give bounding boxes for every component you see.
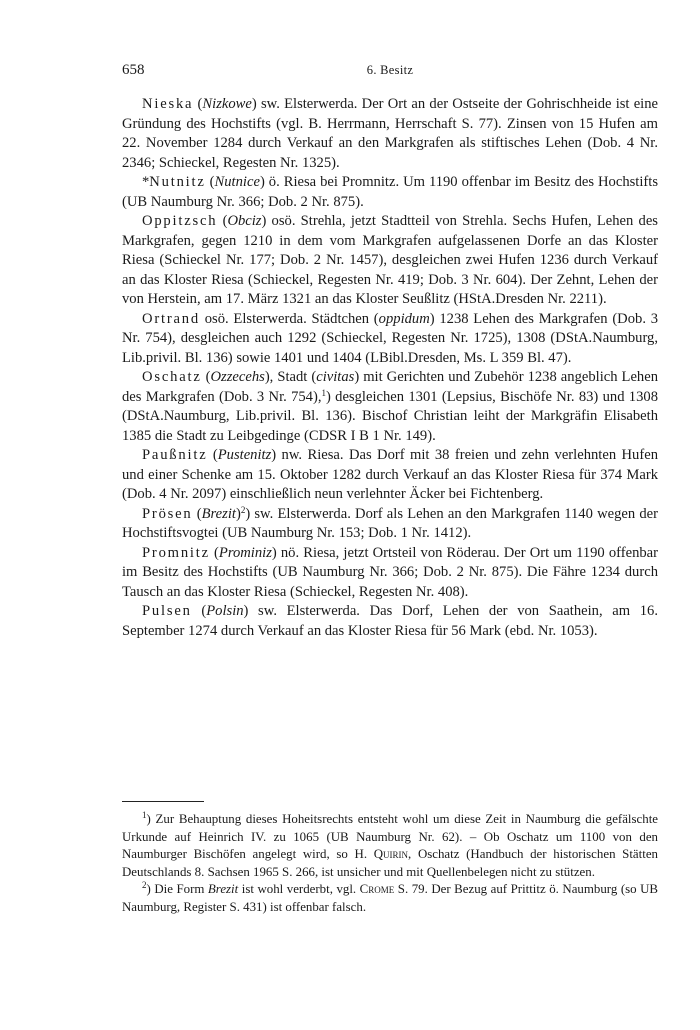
place-name: Pulsen	[142, 603, 192, 619]
text-segment: (	[217, 213, 228, 229]
place-name: Nieska	[142, 96, 194, 112]
text-segment: (	[209, 544, 219, 561]
place-name: Promnitz	[142, 544, 210, 561]
footnote: $^2$) Die Form Brezit ist wohl verderbt, vgl. Crome S. 79. Der Bezug auf Prittitz ö. Naumburg (so UB Naumburg, Register S. 431) ist offenbar falsch.	[122, 880, 658, 914]
text-segment: osö. Elsterwerda. Städtchen (	[200, 310, 379, 327]
italic-text: Polsin	[206, 603, 244, 619]
italic-text: oppidum	[378, 310, 430, 327]
page-number: 658	[122, 62, 145, 78]
text-segment: (	[191, 603, 207, 619]
place-entry	[122, 95, 658, 173]
italic-text: Obciz	[227, 213, 262, 229]
italic-text: Ozzecehs	[210, 369, 265, 385]
running-head: 6. Besitz	[366, 63, 414, 77]
author-name: Crome	[359, 882, 395, 897]
text-segment: )	[235, 505, 241, 522]
text-segment: ) nö. Riesa, jetzt Ortsteil von Röderau. Der Ort um 1190 offenbar im Besitz des Hochstifts (UB Naumburg Nr. 366; Dob. 2 Nr. 875). Die Fähre 1234 durch Tausch an das Kloster Riesa (Schieckel, Regesten Nr. 408).	[122, 544, 658, 600]
text-segment: Die Form	[150, 882, 208, 897]
footnote-reference: 2	[240, 504, 246, 515]
footnote-reference: 1	[321, 387, 326, 398]
footnote: $^1$) Zur Behauptung dieses Hoheitsrechts entsteht wohl um diese Zeit in Naumburg die gefälschte Urkunde auf Heinrich IV. zu 1065 (UB Naumburg Nr. 62). – Ob Oschatz um 1100 von den Naumburger Bischöfen angelegt wird, so H. Quirin, Oschatz (Handbuch der historischen Stätten Deutschlands 8. Sachsen 1965 S. 266, ist unsicher und mit Quellenbelegen nicht zu stützen.	[122, 810, 658, 879]
page-header	[122, 62, 658, 82]
place-entry	[122, 505, 658, 544]
text-segment: ) sw. Elsterwerda. Dorf als Lehen an den Markgrafen 1140 wegen der Hochstiftsvogtei (UB Naumburg Nr. 153; Dob. 1 Nr. 1412).	[122, 505, 659, 541]
text-segment: ist wohl verderbt, vgl.	[238, 882, 360, 897]
place-entry	[122, 544, 658, 603]
italic-text: Brezit	[201, 505, 236, 522]
text-segment: ) osö. Strehla, jetzt Stadtteil von Strehla. Sechs Hufen, Lehen des Markgrafen, gegen 1210 in dem vom Markgrafen aufgelassenen Dorfe an das Kloster Riesa (Schieckel Nr. 177; Dob. 2 Nr. 1457), desgleichen zwei Hufen 1236 durch Verkauf an das Kloster Riesa (Schieckel, Regesten Nr. 419; Dob. 3 Nr. 604). Der Zehnt, Lehen der von Herstein, am 17. März 1321 an das Kloster Seußlitz (HStA.Dresden Nr. 2211).	[122, 213, 658, 307]
place-entry	[122, 602, 658, 641]
place-name: Oschatz	[142, 369, 202, 385]
text-segment: , Oschatz (Handbuch der historischen Stätten Deutschlands 8. Sachsen 1965 S. 266, ist unsicher und mit Quellenbelegen nicht zu stützen.	[122, 847, 658, 879]
main-text	[122, 95, 658, 641]
place-name: Prösen	[142, 505, 193, 522]
text-segment: (	[201, 369, 211, 385]
place-name: Paußnitz	[142, 447, 208, 463]
italic-text: Prominiz	[218, 544, 272, 561]
italic-text: Nutnice	[214, 174, 260, 190]
text-segment: ) sw. Elsterwerda. Der Ort an der Ostseite der Gohrischheide ist eine Gründung des Hochstifts (vgl. B. Herrmann, Herrschaft S. 77). Zinsen von 15 Hufen am 22. November 1284 durch Verkauf an den Markgrafen als stiftisches Lehen (Dob. 4 Nr. 2346; Schieckel, Regesten Nr. 1325).	[122, 96, 659, 171]
text-segment: ) ö. Riesa bei Promnitz. Um 1190 offenbar im Besitz des Hochstifts (UB Naumburg Nr. 366; Dob. 2 Nr. 875).	[122, 174, 659, 210]
footnotes	[122, 811, 658, 917]
place-name: Oppitzsch	[142, 213, 218, 229]
lost-place-marker: *	[142, 174, 150, 190]
italic-text: Nizkowe	[202, 96, 252, 112]
place-entry	[122, 212, 658, 310]
text-segment: ) desgleichen 1301 (Lepsius, Bischöfe Nr. 83) und 1308 (DStA.Naumburg, Lib.privil. Bl. 136). Bischof Christian leiht der Markgräfin Elisabeth 1385 die Stadt zu Leibgedinge (CDSR I B 1 Nr. 149).	[122, 388, 658, 444]
place-entry	[122, 310, 658, 369]
italic-text: Pustenitz	[217, 447, 272, 463]
place-entry	[122, 446, 658, 505]
italic-text: civitas	[316, 369, 355, 385]
text-segment: Zur Behauptung dieses Hoheitsrechts entsteht wohl um diese Zeit in Naumburg die gefälschte Urkunde auf Heinrich IV. zu 1065 (UB Naumburg Nr. 62). – Ob Oschatz um 1100 von den Naumburger Bischöfen angelegt wird, so H.	[122, 812, 658, 862]
footnote-divider	[122, 801, 204, 802]
footnote-number: 1	[142, 810, 147, 820]
text-segment: (	[207, 447, 218, 463]
text-segment: ) mit Gerichten und Zubehör 1238 angeblich Lehen des Markgrafen (Dob. 3 Nr. 754),	[122, 369, 659, 405]
text-segment: (	[193, 96, 203, 112]
author-name: Quirin	[373, 847, 409, 862]
place-name: Ortrand	[142, 310, 200, 327]
place-entry	[122, 368, 658, 446]
text-segment: (	[205, 174, 215, 190]
footnote-number: 2	[142, 880, 147, 891]
text-segment: ) nw. Riesa. Das Dorf mit 38 freien und zehn verlehnten Hufen und einer Schenke am 15. Oktober 1282 durch Verkauf an das Kloster Riesa für 374 Mark (Dob. 4 Nr. 2097) einschließlich neun verlehnter Äcker bei Fichtenberg.	[122, 447, 658, 502]
italic-text: Brezit	[207, 882, 239, 897]
text-segment: ) 1238 Lehen des Markgrafen (Dob. 3 Nr. 754), desgleichen auch 1292 (Schieckel, Regesten Nr. 1725), 1308 (DStA.Naumburg, Lib.privil. Bl. 136) sowie 1401 und 1404 (LBibl.Dresden, Ms. L 359 Bl. 47).	[122, 310, 659, 366]
place-name: Nutnitz	[149, 174, 206, 190]
text-segment: S. 79. Der Bezug auf Prittitz ö. Naumburg (so UB Naumburg, Register S. 431) ist offenbar falsch.	[122, 882, 658, 914]
text-segment: ) sw. Elsterwerda. Das Dorf, Lehen der von Saathein, am 16. September 1274 durch Verkauf an das Kloster Riesa für 56 Mark (ebd. Nr. 1053).	[122, 603, 658, 639]
text-segment: ), Stadt (	[264, 369, 317, 385]
place-entry	[122, 173, 658, 212]
text-segment: (	[192, 505, 202, 522]
